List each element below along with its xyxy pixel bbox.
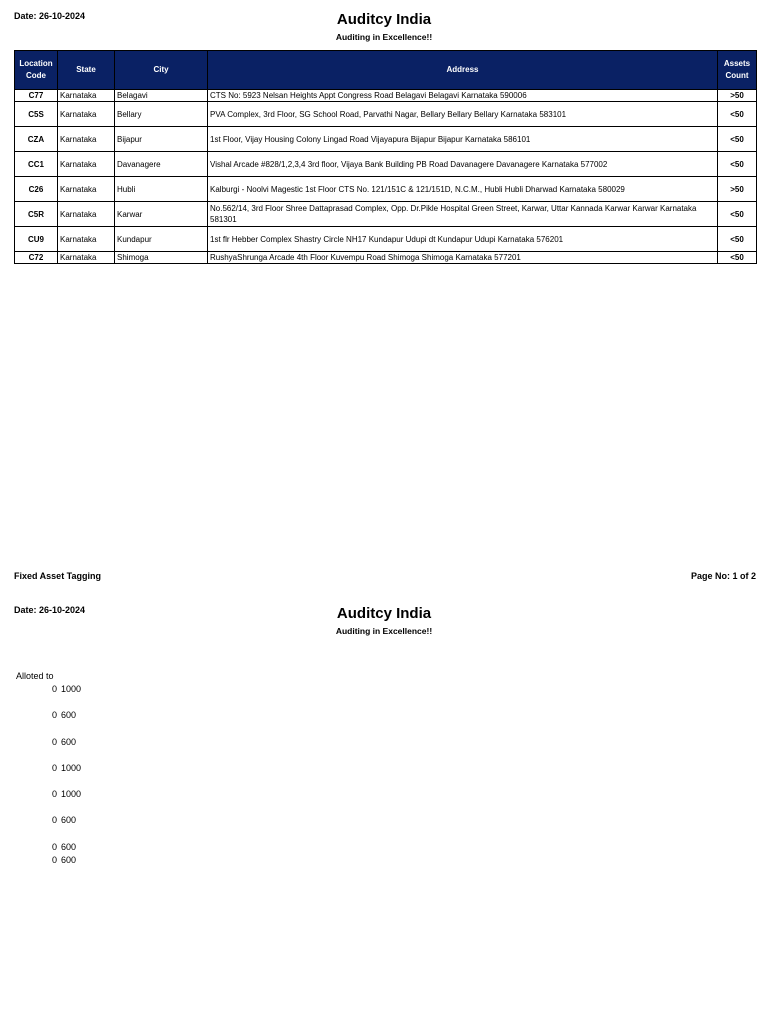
address: No.562/14, 3rd Floor Shree Dattaprasad Complex, Opp. Dr.Pikle Hospital Green Street, Karwar, Uttar Kannada Karwar Karwar Karnataka 581301 [208,202,718,227]
alloted-row: 0 1000 [52,789,82,799]
alloted-row: 0 1000 [52,763,82,773]
assets-count: >50 [718,177,757,202]
address: Kalburgi - Noolvi Magestic 1st Floor CTS No. 121/151C & 121/151D, N.C.M., Hubli Hubli Dharwad Karnataka 580029 [208,177,718,202]
alloted-row: 0 600 [52,842,77,852]
location-code: CU9 [15,227,58,252]
footer-report-name: Fixed Asset Tagging [14,571,102,581]
header-assets-count: Assets Count [718,51,757,90]
state: Karnataka [58,90,115,102]
city: Davanagere [115,152,208,177]
alloted-row: 0 600 [52,815,77,825]
header-state: State [58,51,115,90]
assets-count: <50 [718,252,757,264]
assets-count: <50 [718,227,757,252]
location-code: C77 [15,90,58,102]
location-code: C72 [15,252,58,264]
alloted-row: 0 1000 [52,684,82,694]
assets-count: <50 [718,202,757,227]
city: Shimoga [115,252,208,264]
city: Bellary [115,102,208,127]
table-row [15,227,757,252]
address: RushyaShrunga Arcade 4th Floor Kuvempu Road Shimoga Shimoga Karnataka 577201 [208,252,718,264]
address: CTS No: 5923 Nelsan Heights Appt Congress Road Belagavi Belagavi Karnataka 590006 [208,90,718,102]
state: Karnataka [58,152,115,177]
alloted-to-heading: Alloted to [16,671,54,681]
city: Karwar [115,202,208,227]
location-code: C26 [15,177,58,202]
footer-page-number: Page No: 1 of 2 [690,571,756,581]
report-date-page2: Date: 26-10-2024 [14,605,86,615]
assets-count: >50 [718,90,757,102]
table-row [15,252,757,264]
alloted-row: 0 600 [52,710,77,720]
state: Karnataka [58,252,115,264]
header-address: Address [208,51,718,90]
state: Karnataka [58,227,115,252]
report-date: Date: 26-10-2024 [14,11,86,21]
state: Karnataka [58,102,115,127]
company-tagline-page2: Auditing in Excellence!! [335,626,433,636]
city: Bijapur [115,127,208,152]
location-code: CZA [15,127,58,152]
company-tagline: Auditing in Excellence!! [335,32,433,42]
assets-count: <50 [718,152,757,177]
alloted-row: 0 600 [52,737,77,747]
company-name: Auditcy India [336,11,432,28]
table-row [15,202,757,227]
location-table [14,50,757,264]
state: Karnataka [58,202,115,227]
table-row [15,152,757,177]
city: Hubli [115,177,208,202]
address: 1st Floor, Vijay Housing Colony Lingad Road Vijayapura Bijapur Bijapur Karnataka 586101 [208,127,718,152]
city: Kundapur [115,227,208,252]
table-row [15,177,757,202]
assets-count: <50 [718,127,757,152]
state: Karnataka [58,127,115,152]
address: PVA Complex, 3rd Floor, SG School Road, Parvathi Nagar, Bellary Bellary Bellary Karnataka 583101 [208,102,718,127]
location-code: CC1 [15,152,58,177]
address: Vishal Arcade #828/1,2,3,4 3rd floor, Vijaya Bank Building PB Road Davanagere Davanagere Karnataka 577002 [208,152,718,177]
table-row [15,127,757,152]
header-location-code: Location Code [15,51,58,90]
table-header-row [15,51,757,90]
city: Belagavi [115,90,208,102]
assets-count: <50 [718,102,757,127]
header-city: City [115,51,208,90]
location-code: C5R [15,202,58,227]
table-row [15,90,757,102]
location-code: C5S [15,102,58,127]
table-row [15,102,757,127]
alloted-row: 0 600 [52,855,77,865]
address: 1st flr Hebber Complex Shastry Circle NH17 Kundapur Udupi dt Kundapur Udupi Karnataka 576201 [208,227,718,252]
company-name-page2: Auditcy India [336,605,432,622]
state: Karnataka [58,177,115,202]
